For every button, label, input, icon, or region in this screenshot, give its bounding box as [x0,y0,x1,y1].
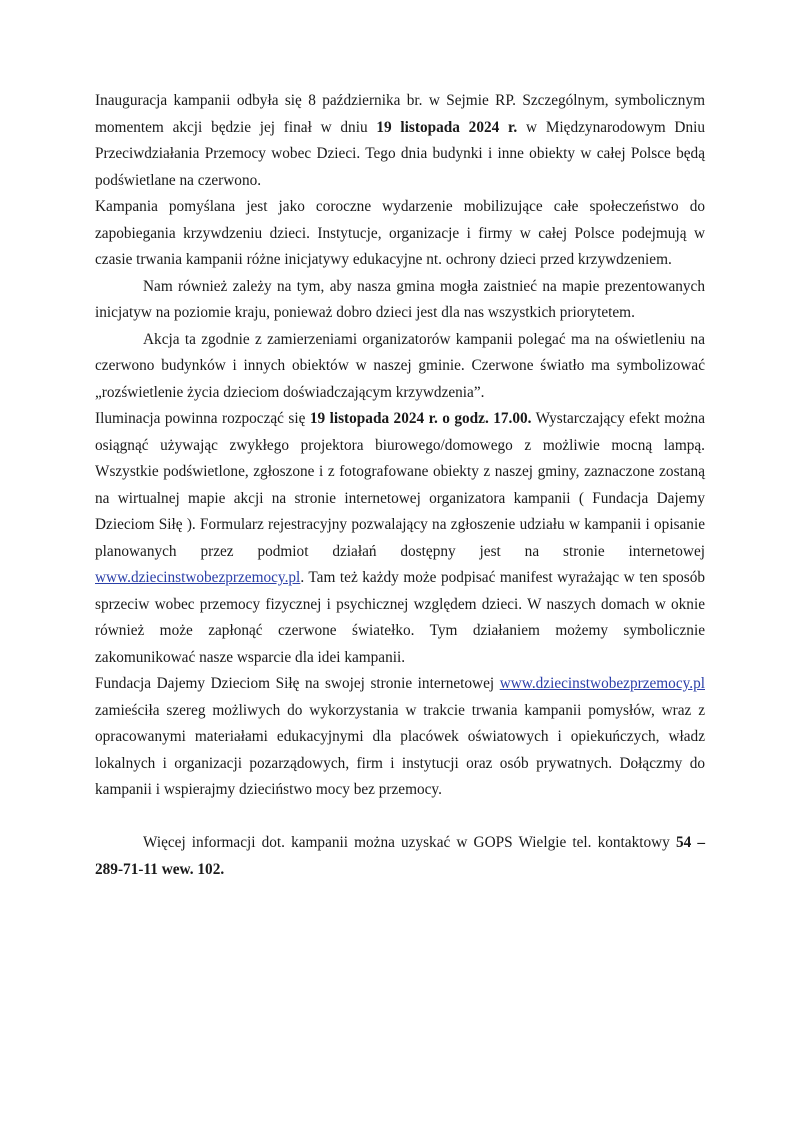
text: zamieściła szereg możliwych do wykorzystania w trakcie trwania kampanii pomysłów, wraz z opracowanymi materiałami edukacyjnymi dla placówek oświatowych i opiekuńczych, władz lokalnych i organizacji pozarządowych, firm i instytucji oraz osób prywatnych. Dołączmy do kampanii i wspierajmy dzieciństwo mocy bez przemocy. [95,701,705,798]
document-page [95,88,705,883]
text: . Tam też każdy może podpisać manifest wyrażając w ten sposób sprzeciw wobec przemocy fizycznej i psychicznej względem dzieci. W naszych domach w oknie również może zapłonąć czerwone światełko. Tym działaniem możemy symbolicznie zakomunikować nasze wsparcie dla idei kampanii. [95,569,705,666]
text: w Międzynarodowym Dniu Przeciwdziałania Przemocy wobec Dzieci. Tego dnia budynki i inne obiekty w całej Polsce będą podświetlane na czerwono. [95,118,705,189]
text: Inauguracja kampanii odbyła się 8 października br. w Sejmie RP. Szczególnym, symbolicznym momentem akcji będzie jej finał w dniu [95,92,705,136]
website-link[interactable]: www.dziecinstwobezprzemocy.pl [95,569,301,586]
start-time: 19 listopada 2024 r. o godz. 17.00. [309,410,532,427]
text: Więcej informacji dot. kampanii można uzyskać w GOPS Wielgie tel. kontaktowy [143,834,676,851]
paragraph-action: Akcja ta zgodnie z zamierzeniami organizatorów kampanii polegać ma na oświetleniu na czerwono budynków i innych obiektów w naszej gminie. Czerwone światło ma symbolizować „rozświetlenie życia dzieciom doświadczającym krzywdzenia”. [95,330,705,401]
paragraph-foundation [95,671,705,804]
text: Fundacja Dajemy Dzieciom Siłę na swojej stronie internetowej [95,675,500,692]
paragraph-contact [95,830,705,883]
paragraph-campaign: Kampania pomyślana jest jako coroczne wydarzenie mobilizujące całe społeczeństwo do zapobiegania krzywdzeniu dzieci. Instytucje, organizacje i firmy w całej Polsce podejmują w czasie trwania kampanii różne inicjatywy edukacyjne nt. ochrony dzieci przed krzywdzeniem. [95,198,705,268]
text: Wystarczający efekt można osiągnąć używając zwykłego projektora biurowego/domowego z możliwie mocną lampą. Wszystkie podświetlone, zgłoszone i z fotografowane obiekty z naszej gminy, zaznaczone zostaną na wirtualnej mapie akcji na stronie internetowej organizatora kampanii ( Fundacja Dajemy Dzieciom Siłę ). Formularz rejestracyjny pozwalający na zgłoszenie udziału w kampanii i opisanie planowanych przez podmiot działań dostępny jest na stronie internetowej [95,410,705,560]
final-date: 19 listopada 2024 r. [376,118,518,136]
paragraph-inauguration [95,88,705,194]
spacer [95,804,705,831]
website-link[interactable]: www.dziecinstwobezprzemocy.pl [499,675,705,692]
contact-phone: 54 – 289-71-11 wew. 102. [95,834,705,878]
text: Iluminacja powinna rozpocząć się [95,410,310,427]
paragraph-municipality: Nam również zależy na tym, aby nasza gmina mogła zaistnieć na mapie prezentowanych inicjatyw na poziomie kraju, ponieważ dobro dzieci jest dla nas wszystkich priorytetem. [95,277,705,321]
paragraph-illumination [95,406,705,671]
